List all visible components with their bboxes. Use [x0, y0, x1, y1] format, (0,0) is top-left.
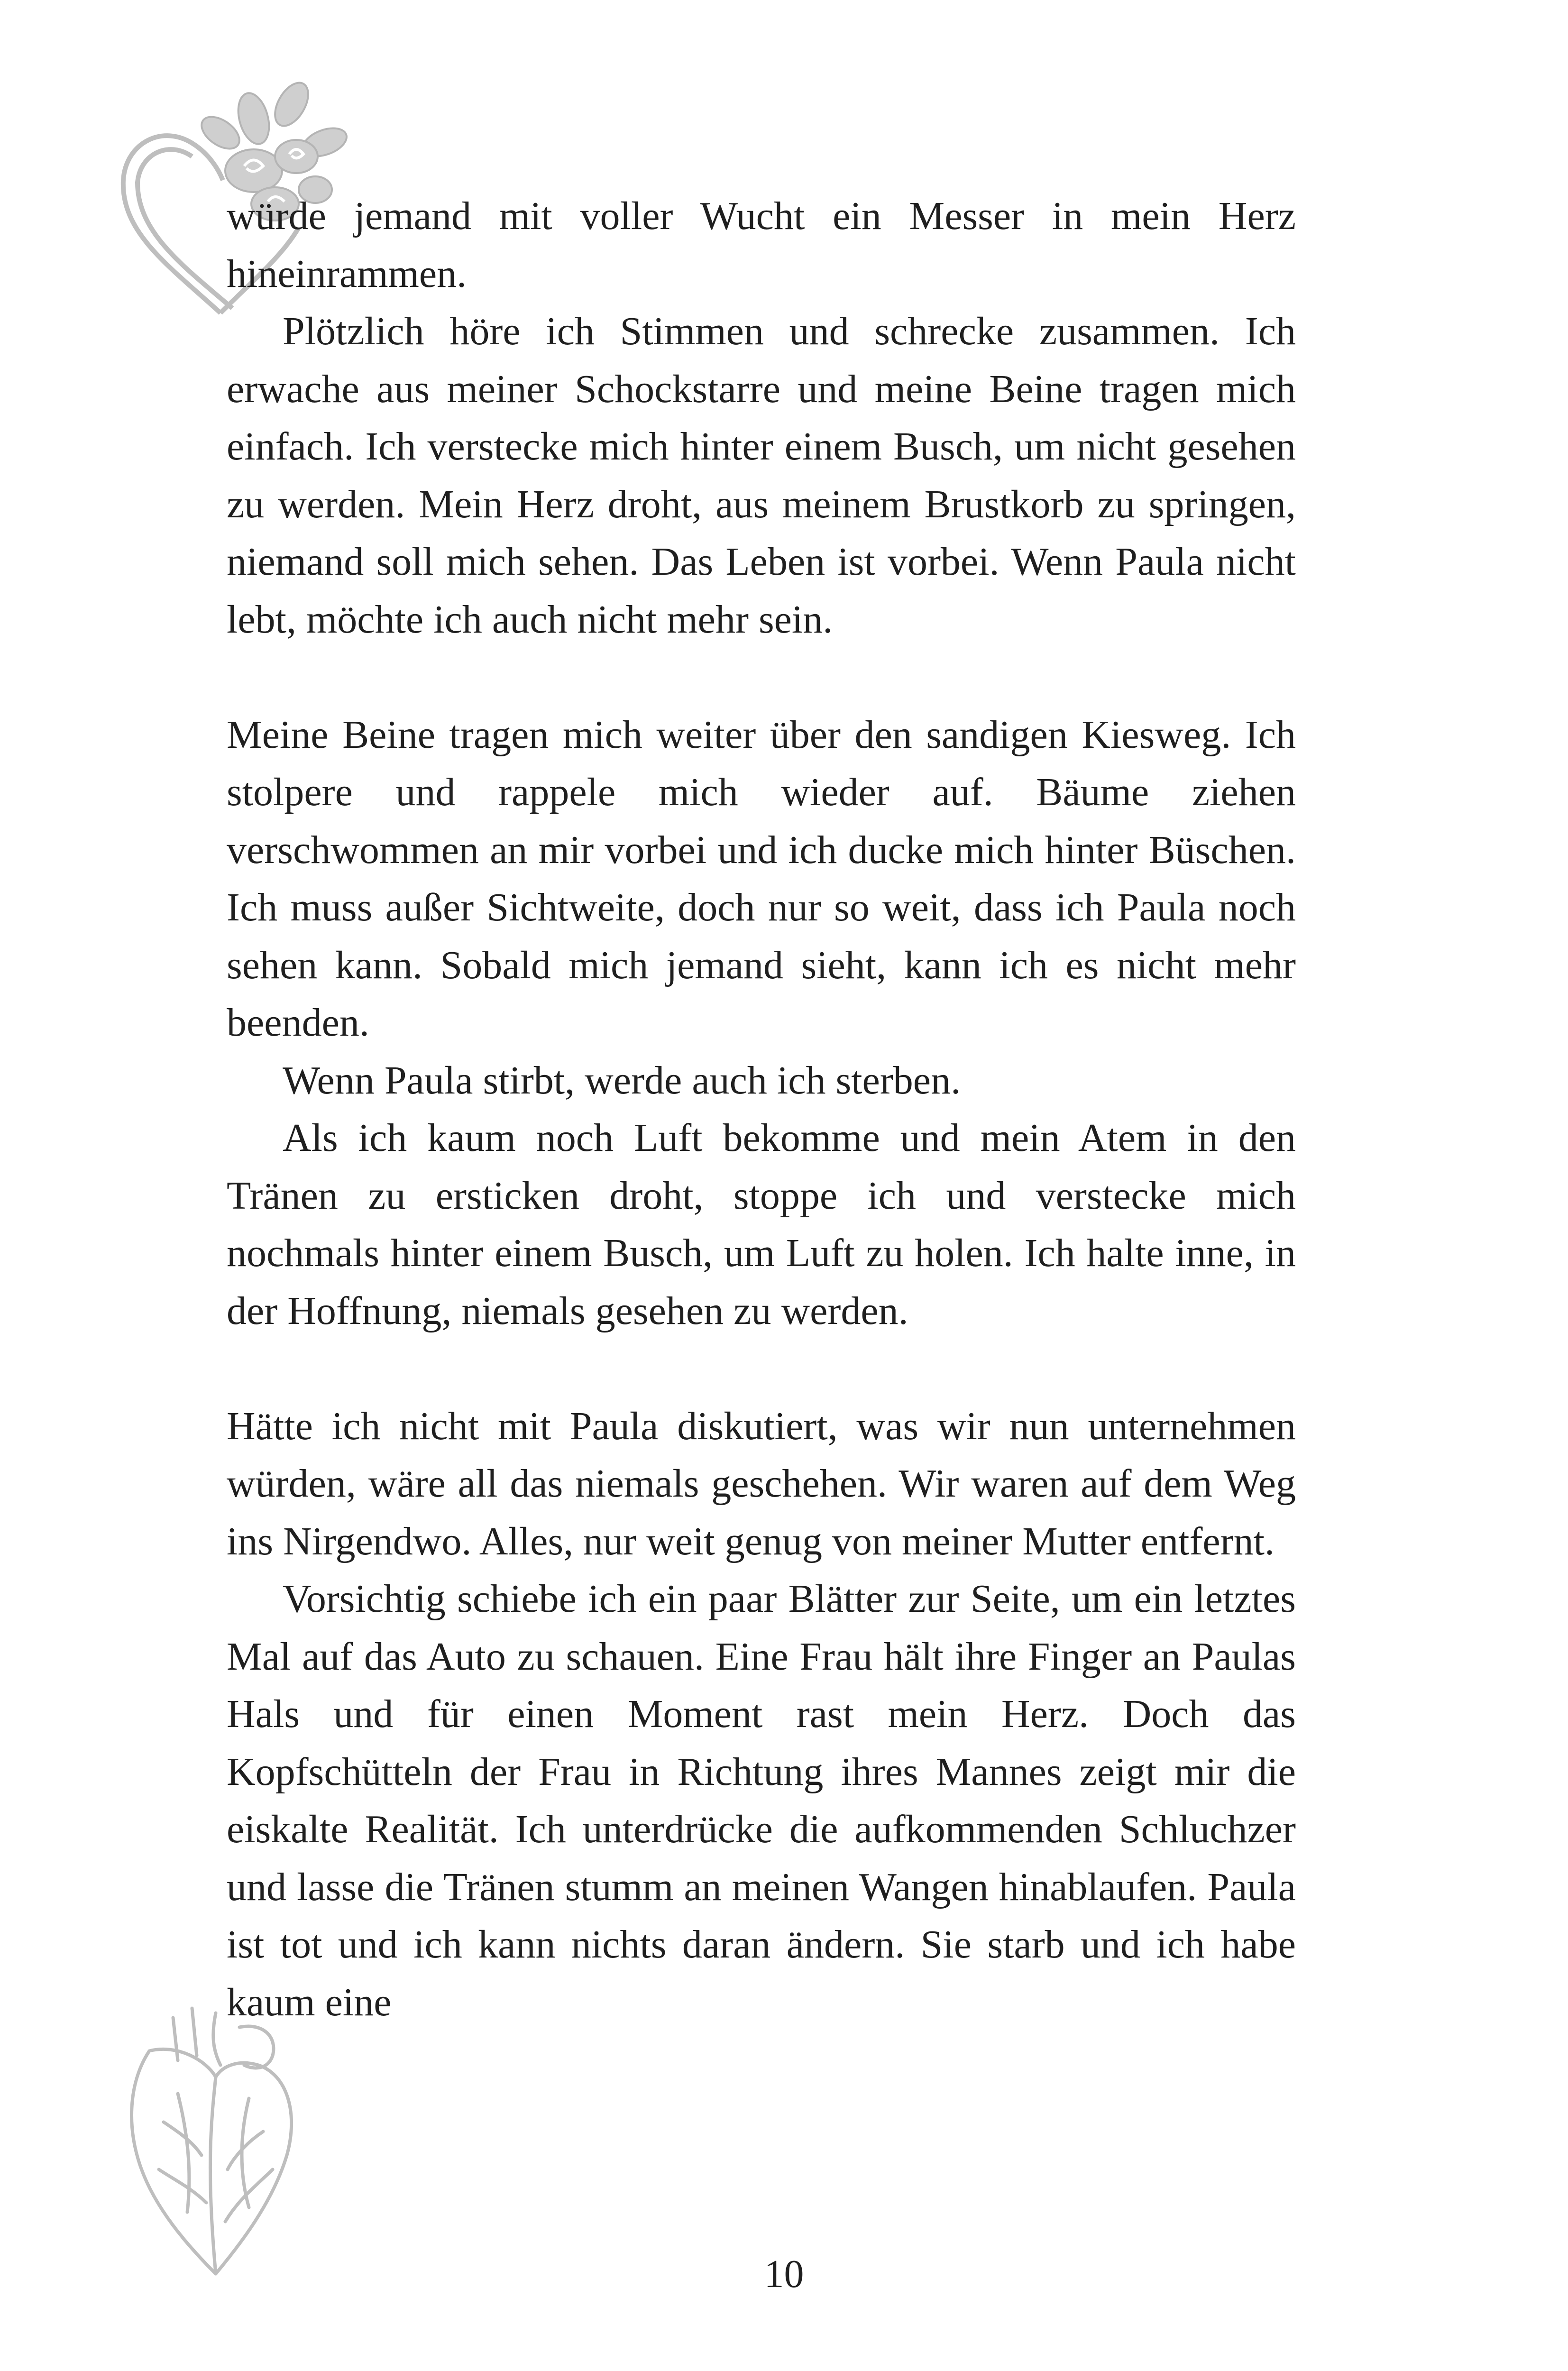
page-number: 10	[764, 2252, 804, 2296]
paragraph: Als ich kaum noch Luft bekomme und mein Atem in den Tränen zu ersticken droht, stoppe ich und verstecke mich nochmals hinter einem Busch, um Luft zu holen. Ich halte inne, in der Hoffnung, niemals gesehen zu werden.	[227, 1116, 1296, 1333]
section-gap	[227, 648, 1296, 706]
anatomical-heart-icon	[121, 1999, 311, 2283]
paragraph: Vorsichtig schiebe ich ein paar Blätter zur Seite, um ein letztes Mal auf das Auto zu schauen. Eine Frau hält ihre Finger an Paulas Hals und für einen Moment rast mein Herz. Doch das Kopfschütteln der Frau in Richtung ihres Mannes zeigt mir die eiskalte Realität. Ich unterdrücke die aufkommenden Schluchzer und lasse die Tränen stumm an meinen Wangen hinablaufen. Paula ist tot und ich kann nichts daran ändern. Sie starb und ich habe kaum eine	[227, 1577, 1296, 2024]
body-text	[227, 187, 1296, 2031]
paragraph: Meine Beine tragen mich weiter über den sandigen Kiesweg. Ich stolpere und rappele mich wieder auf. Bäume ziehen verschwommen an mir vorbei und ich ducke mich hinter Büschen. Ich muss außer Sichtweite, doch nur so weit, dass ich Paula noch sehen kann. Sobald mich jemand sieht, kann ich es nicht mehr beenden.	[227, 712, 1296, 1045]
paragraph: Plötzlich höre ich Stimmen und schrecke zusammen. Ich erwache aus meiner Schockstarre und meine Beine tragen mich einfach. Ich verstecke mich hinter einem Busch, um nicht gesehen zu werden. Mein Herz droht, aus meinem Brustkorb zu springen, niemand soll mich sehen. Das Leben ist vorbei. Wenn Paula nicht lebt, möchte ich auch nicht mehr sein.	[227, 309, 1296, 642]
paragraph: Hätte ich nicht mit Paula diskutiert, was wir nun unternehmen würden, wäre all das niemals geschehen. Wir waren auf dem Weg ins Nirgendwo. Alles, nur weit genug von meiner Mutter entfernt.	[227, 1404, 1296, 1563]
section-gap	[227, 1340, 1296, 1397]
paragraph: Wenn Paula stirbt, werde auch ich sterben.	[283, 1058, 961, 1103]
paragraph: würde jemand mit voller Wucht ein Messer in mein Herz hineinrammen.	[227, 194, 1296, 296]
